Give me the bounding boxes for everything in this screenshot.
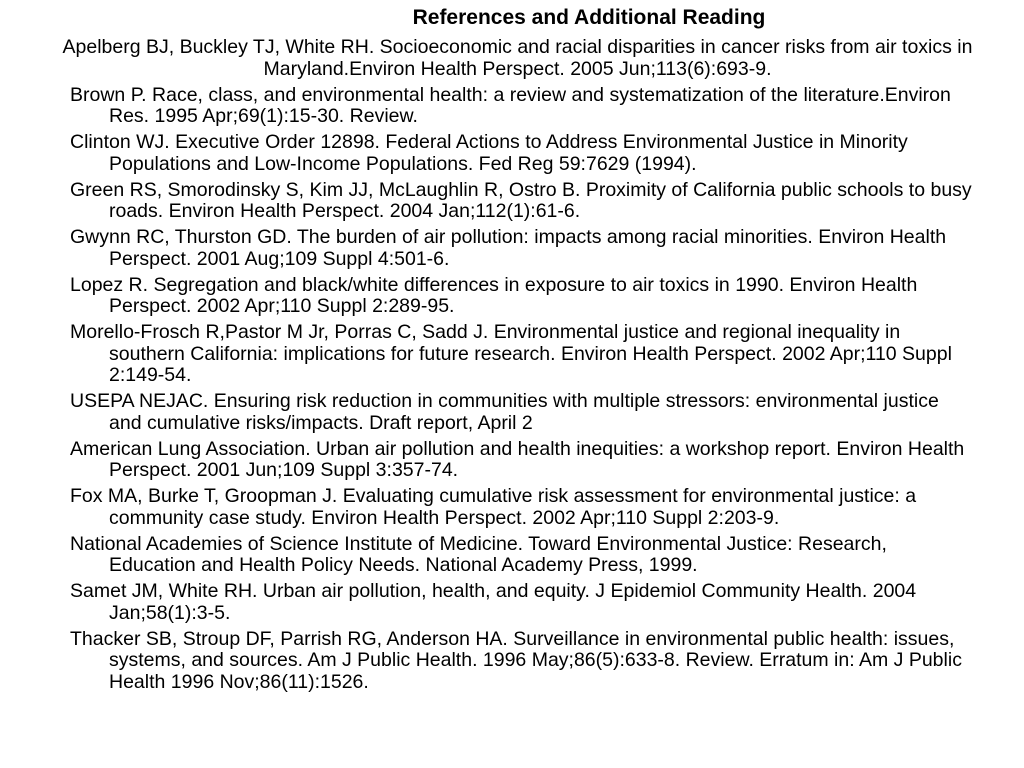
reference-item: Morello-Frosch R,Pastor M Jr, Porras C, Sadd J. Environmental justice and regional inequality in southern California: implications for future research. Environ Health Perspect. 2002 Apr;110 Suppl 2:149-54. bbox=[70, 321, 952, 386]
reference-item: Green RS, Smorodinsky S, Kim JJ, McLaughlin R, Ostro B. Proximity of California public schools to busy roads. Environ Health Perspect. 2004 Jan;112(1):61-6. bbox=[70, 178, 972, 222]
reference-item: Clinton WJ. Executive Order 12898. Federal Actions to Address Environmental Justice in Minority Populations and Low-Income Populations. Fed Reg 59:7629 (1994). bbox=[70, 131, 908, 175]
reference-item: USEPA NEJAC. Ensuring risk reduction in communities with multiple stressors: environmental justice and cumulative risks/impacts. Draft report, April 2 bbox=[70, 390, 939, 434]
page-title: References and Additional Reading bbox=[412, 6, 766, 29]
reference-item: Gwynn RC, Thurston GD. The burden of air pollution: impacts among racial minorities. Environ Health Perspect. 2001 Aug;109 Suppl 4:501-6. bbox=[70, 226, 947, 270]
reference-item: Lopez R. Segregation and black/white differences in exposure to air toxics in 1990. Environ Health Perspect. 2002 Apr;110 Suppl 2:289-95. bbox=[70, 273, 918, 317]
reference-item: Brown P. Race, class, and environmental health: a review and systematization of the literature.Environ Res. 1995 Apr;69(1):15-30. Review. bbox=[70, 83, 951, 127]
reference-list bbox=[62, 36, 975, 698]
reference-item: Samet JM, White RH. Urban air pollution, health, and equity. J Epidemiol Community Health. 2004 Jan;58(1):3-5. bbox=[70, 580, 917, 624]
reference-item: American Lung Association. Urban air pollution and health inequities: a workshop report. Environ Health Perspect. 2001 Jun;109 Suppl 3:357-74. bbox=[70, 437, 965, 481]
reference-item: Fox MA, Burke T, Groopman J. Evaluating cumulative risk assessment for environmental justice: a community case study. Environ Health Perspect. 2002 Apr;110 Suppl 2:203-9. bbox=[70, 485, 917, 529]
reference-item: Thacker SB, Stroup DF, Parrish RG, Anderson HA. Surveillance in environmental public health: issues, systems, and sources. Am J Public Health. 1996 May;86(5):633-8. Review. Erratum in: Am J Public Health 1996 Nov;86(11):1526. bbox=[70, 627, 962, 693]
reference-item: Apelberg BJ, Buckley TJ, White RH. Socioeconomic and racial disparities in cancer risks from air toxics in Maryland.Environ Health Perspect. 2005 Jun;113(6):693-9. bbox=[62, 36, 973, 80]
reference-item: National Academies of Science Institute of Medicine. Toward Environmental Justice: Research, Education and Health Policy Needs. National Academy Press, 1999. bbox=[70, 532, 887, 576]
